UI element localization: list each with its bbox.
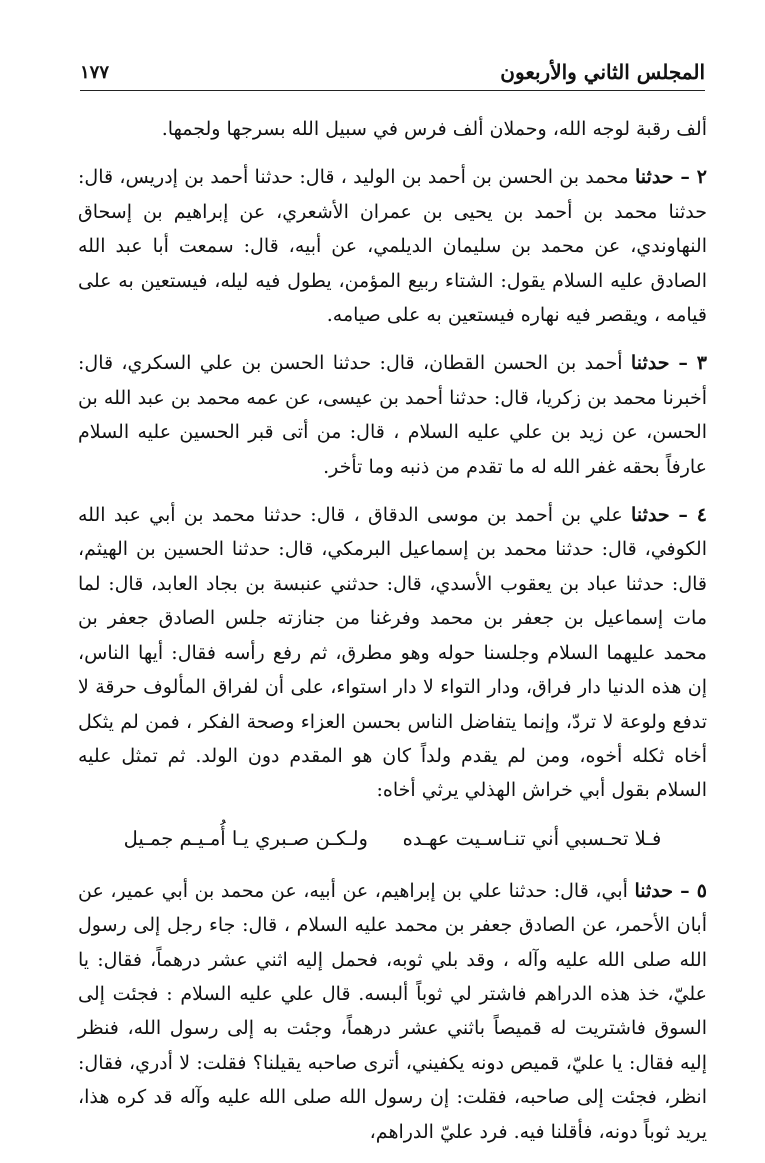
verse-second-hemistich: ولـكـن صـبري يـا أُمـيـم جمـيل bbox=[123, 826, 368, 850]
paragraph-5 bbox=[78, 874, 707, 1149]
hadith-4-head: ٤ – حدثنا bbox=[631, 504, 707, 527]
hadith-5-text: أبي، قال: حدثنا علي بن إبراهيم، عن أبيه، عن محمد بن أبي عمير، عن أبان الأحمر، عن الصادق جعفر بن محمد عليه السلام ، قال: جاء رجل إلى رسول الله صلى الله عليه وآله ، وقد بلي ثوبه، فحمل إليه اثني عشر درهماً، فقال: يا عليّ، خذ هذه الدراهم فاشتر لي ثوباً ألبسه. قال علي عليه السلام : فجئت إلى السوق فاشتريت له قميصاً باثني عشر درهماً، وجئت به إلى رسول الله، فنظر إليه فقال: يا عليّ، قميص دونه يكفيني، أترى صاحبه يقيلنا؟ فقلت: لا أدري، فقال: انظر، فجئت إلى صاحبه، فقلت: إن رسول الله صلى الله عليه وآله قد كره هذا، يريد ثوباً دونه، فأقلنا فيه. فرد عليّ الدراهم، bbox=[78, 879, 707, 1143]
hadith-4-text: علي بن أحمد بن موسى الدقاق ، قال: حدثنا محمد بن أبي عبد الله الكوفي، قال: حدثنا محمد بن إسماعيل البرمكي، قال: حدثنا الحسين بن الهيثم، قال: حدثنا عباد بن يعقوب الأسدي، قال: حدثني عنبسة بن بجاد العابد، قال: لما مات إسماعيل بن جعفر بن محمد وفرغنا من جنازته جلس الصادق جعفر بن محمد عليهما السلام وجلسنا حوله وهو مطرق، ثم رفع رأسه فقال: أيها الناس، إن هذه الدنيا دار فراق، ودار التواء لا دار استواء، على أن لفراق المألوف حرقة لا تدفع ولوعة لا تردّ، وإنما يتفاضل الناس بحسن العزاء وصحة الفكر ، فمن لم يثكل أخاه ثكله أخوه، ومن لم يقدم ولداً كان هو المقدم دون الولد. ثم تمثل عليه السلام بقول أبي خراش الهذلي يرثي أخاه: bbox=[78, 504, 707, 802]
paragraph-1-text: ألف رقبة لوجه الله، وحملان ألف فرس في سبيل الله بسرجها ولجمها. bbox=[161, 118, 707, 140]
paragraph-1 bbox=[78, 112, 707, 146]
hadith-2-text: محمد بن الحسن بن أحمد بن الوليد ، قال: حدثنا أحمد بن إدريس، قال: حدثنا محمد بن أحمد بن يحيى بن عمران الأشعري، عن إبراهيم بن إسحاق النهاوندي، عن محمد بن سليمان الديلمي، عن أبيه، قال: سمعت أبا عبد الله الصادق عليه السلام يقول: الشتاء ربيع المؤمن، يطول فيه ليله، فيستعين به على قيامه ، ويقصر فيه نهاره فيستعين به على صيامه. bbox=[78, 166, 707, 327]
hadith-2-head: ٢ – حدثنا bbox=[635, 166, 708, 189]
hadith-3-text: أحمد بن الحسن القطان، قال: حدثنا الحسن بن علي السكري، قال: أخبرنا محمد بن زكريا، قال: حدثنا أحمد بن عيسى، عن عمه محمد بن عبد الله بن الحسن، عن زيد بن علي عليه السلام ، قال: من أتى قبر الحسين عليه السلام عارفاً بحقه غفر الله له ما تقدم من ذنبه وما تأخر. bbox=[78, 352, 707, 478]
page-header bbox=[80, 56, 705, 91]
hadith-5-head: ٥ – حدثنا bbox=[634, 879, 707, 902]
page-number: ١٧٧ bbox=[80, 62, 110, 83]
paragraph-4 bbox=[78, 498, 707, 808]
page-body bbox=[78, 112, 707, 1163]
chapter-title: المجلس الثاني والأربعون bbox=[500, 60, 705, 84]
hadith-3-head: ٣ – حدثنا bbox=[630, 352, 707, 375]
paragraph-2 bbox=[78, 160, 707, 332]
poetry-verse bbox=[88, 822, 697, 856]
verse-first-hemistich: فـلا تحـسبي أني تنـاسـيت عهـده bbox=[402, 826, 662, 850]
paragraph-3 bbox=[78, 346, 707, 484]
